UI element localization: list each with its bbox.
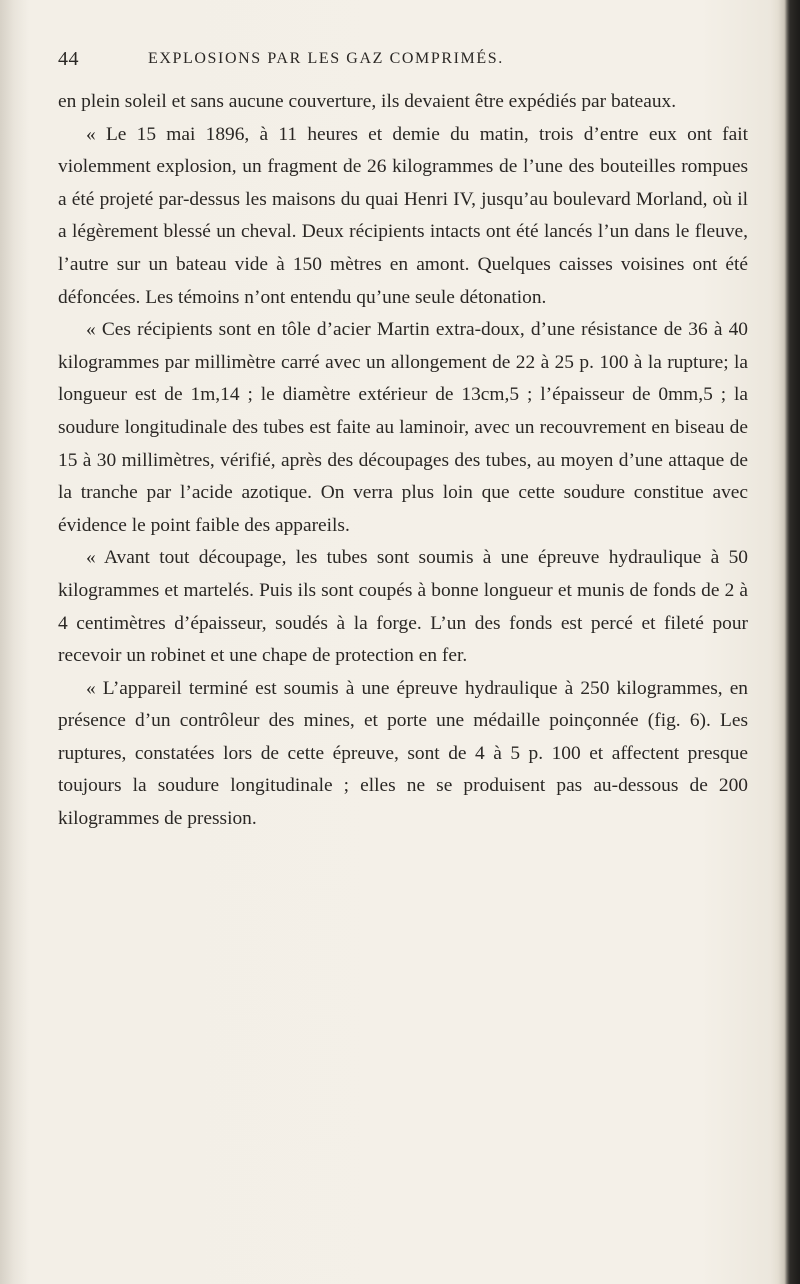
- running-head: EXPLOSIONS PAR LES GAZ COMPRIMÉS.: [148, 50, 504, 67]
- paragraph: « Avant tout découpage, les tubes sont soumis à une épreuve hydraulique à 50 kilogrammes et martelés. Puis ils sont coupés à bonne longueur et munis de fonds de 2 à 4 centimètres d’épaisseur, soudés à la forge. L’un des fonds est percé et fileté pour recevoir un robinet et une chape de protection en fer.: [58, 547, 748, 667]
- body-text: [58, 86, 748, 836]
- paragraph: en plein soleil et sans aucune couverture, ils devaient être expédiés par bateaux.: [58, 91, 677, 112]
- page-number: 44: [58, 48, 79, 70]
- book-gutter: [778, 0, 800, 1284]
- page-header: [58, 48, 758, 78]
- page-left-edge: [0, 0, 28, 1284]
- paragraph: « Le 15 mai 1896, à 11 heures et demie du matin, trois d’entre eux ont fait violemment explosion, un fragment de 26 kilogrammes de l’une des bouteilles rompues a été projeté par-dessus les maisons du quai Henri IV, jusqu’au boulevard Morland, où il a légèrement blessé un cheval. Deux récipients intacts ont été lancés l’un dans le fleuve, l’autre sur un bateau vide à 150 mètres en amont. Quelques caisses voisines ont été défoncées. Les témoins n’ont entendu qu’une seule détonation.: [58, 123, 748, 308]
- paragraph: « L’appareil terminé est soumis à une épreuve hydraulique à 250 kilogrammes, en présence d’un contrôleur des mines, et porte une médaille poinçonnée (fig. 6). Les ruptures, constatées lors de cette épreuve, sont de 4 à 5 p. 100 et affectent presque toujours la soudure longitudinale ; elles ne se produisent pas au-dessous de 200 kilogrammes de pression.: [58, 677, 748, 830]
- paragraph: « Ces récipients sont en tôle d’acier Martin extra-doux, d’une résistance de 36 à 40 kilogrammes par millimètre carré avec un allongement de 22 à 25 p. 100 à la rupture; la longueur est de 1m,14 ; le diamètre extérieur de 13cm,5 ; l’épaisseur de 0mm,5 ; la soudure longitudinale des tubes est faite au laminoir, avec un recouvrement en biseau de 15 à 30 millimètres, vérifié, après des découpages des tubes, au moyen d’une attaque de la tranche par l’acide azotique. On verra plus loin que cette soudure constitue avec évidence le point faible des appareils.: [58, 319, 748, 536]
